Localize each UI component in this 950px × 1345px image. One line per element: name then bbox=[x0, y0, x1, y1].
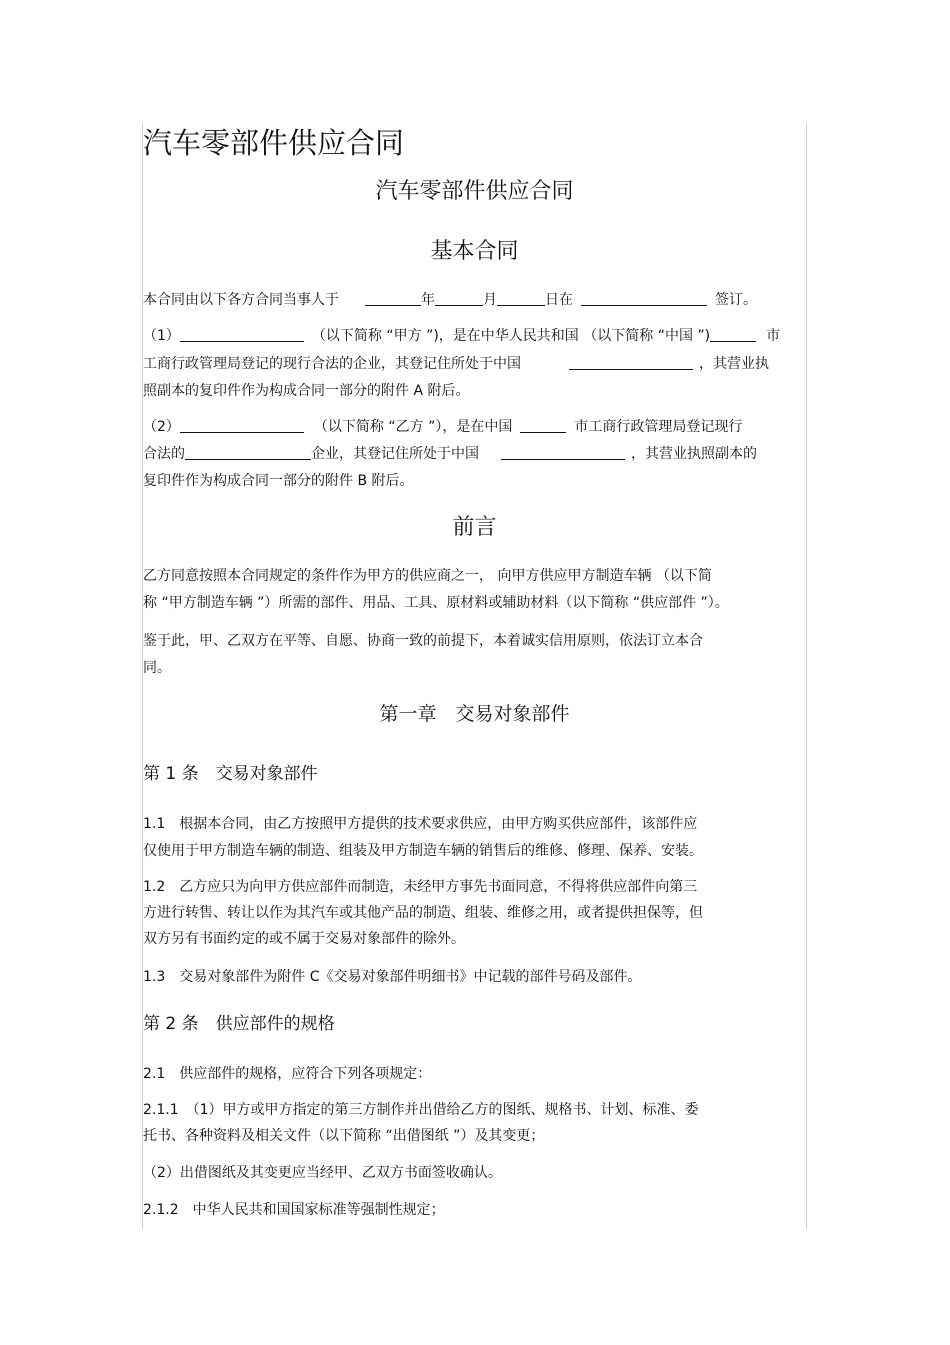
party2-number: （2） bbox=[143, 419, 180, 435]
party2-text: （以下简称 “乙方 ”），是在中国 bbox=[313, 419, 513, 435]
party1-city-suffix: 市 bbox=[766, 328, 781, 344]
intro-sign: 签订。 bbox=[715, 292, 757, 308]
party1-line3: 照副本的复印件作为构成合同一部分的附件 A 附后。 bbox=[143, 383, 470, 399]
party1-line1 bbox=[143, 323, 780, 350]
blank-day bbox=[497, 291, 545, 306]
intro-month: 月 bbox=[483, 292, 497, 308]
clause-1-2-line3: 双方另有书面约定的或不属于交易对象部件的除外。 bbox=[143, 931, 465, 947]
intro-text: 本合同由以下各方合同当事人于 bbox=[143, 292, 339, 308]
clause-2-1-1-line3: （2）出借图纸及其变更应当经甲、乙双方书面签收确认。 bbox=[143, 1165, 502, 1181]
blank-year bbox=[365, 291, 421, 306]
party1-number: （1） bbox=[143, 328, 180, 344]
intro-year: 年 bbox=[421, 292, 435, 308]
party1-line2 bbox=[143, 351, 769, 378]
party2-line1 bbox=[143, 414, 742, 441]
blank-party1-name bbox=[180, 327, 304, 342]
article-1-title: 第 1 条 交易对象部件 bbox=[143, 764, 318, 784]
contract-subtitle: 汽车零部件供应合同 bbox=[375, 179, 574, 204]
intro-day: 日在 bbox=[545, 292, 573, 308]
clause-2-1: 2.1 供应部件的规格，应符合下列各项规定： bbox=[143, 1066, 432, 1082]
blank-party2-type bbox=[185, 445, 311, 460]
party1-license: ，其营业执 bbox=[699, 356, 769, 372]
clause-1-1-line2: 仅使用于甲方制造车辆的制造、组装及甲方制造车辆的销售后的维修、修理、保养、安装。 bbox=[143, 843, 703, 859]
preface-p2-line1: 鉴于此，甲、乙双方在平等、自愿、协商一致的前提下，本着诚实信用原则，依法订立本合 bbox=[143, 633, 703, 649]
party2-lawful: 合法的 bbox=[143, 446, 185, 462]
preface-p2-line2: 同。 bbox=[143, 660, 171, 676]
blank-party1-city bbox=[710, 327, 756, 342]
party2-registration: 市工商行政管理局登记现行 bbox=[574, 419, 743, 435]
party2-line2 bbox=[143, 441, 757, 468]
intro-line bbox=[143, 287, 757, 314]
preface-p1-line2: 称 “甲方制造车辆 ”）所需的部件、用品、工具、原材料或辅助材料（以下简称 “供应部件 ”）。 bbox=[143, 595, 729, 611]
article-2-title: 第 2 条 供应部件的规格 bbox=[143, 1014, 335, 1034]
preface-p1-line1: 乙方同意按照本合同规定的条件作为甲方的供应商之一， 向甲方供应甲方制造车辆 （以下简 bbox=[143, 568, 712, 584]
party2-license: ，其营业执照副本的 bbox=[631, 446, 757, 462]
chapter-1-title: 第一章 交易对象部件 bbox=[379, 703, 570, 725]
clause-2-1-2: 2.1.2 中华人民共和国国家标准等强制性规定； bbox=[143, 1202, 445, 1218]
party2-line3: 复印件作为构成合同一部分的附件 B 附后。 bbox=[143, 473, 414, 489]
page-right-border bbox=[806, 124, 807, 1229]
clause-2-1-1-line2: 托书、各种资料及相关文件（以下简称 “出借图纸 ”）及其变更； bbox=[143, 1128, 545, 1144]
document-title: 汽车零部件供应合同 bbox=[143, 126, 405, 160]
section-heading-basic-contract: 基本合同 bbox=[430, 239, 519, 264]
section-heading-preface: 前言 bbox=[452, 515, 497, 540]
party1-text: （以下简称 “甲方 ”)，是在中华人民共和国 （以下简称 “中国 ”) bbox=[311, 328, 711, 344]
blank-month bbox=[435, 291, 483, 306]
clause-1-1-line1: 1.1 根据本合同，由乙方按照甲方提供的技术要求供应，由甲方购买供应部件，该部件应 bbox=[143, 816, 698, 832]
clause-2-1-1-line1: 2.1.1 （1）甲方或甲方指定的第三方制作并出借给乙方的图纸、规格书、计划、标准、委 bbox=[143, 1102, 699, 1118]
clause-1-2-line1: 1.2 乙方应只为向甲方供应部件而制造，未经甲方事先书面同意，不得将供应部件向第三 bbox=[143, 879, 698, 895]
blank-party2-address bbox=[501, 445, 625, 460]
blank-party1-address bbox=[569, 355, 693, 370]
party1-registration: 工商行政管理局登记的现行合法的企业，其登记住所处于中国 bbox=[143, 356, 521, 372]
blank-party2-name bbox=[180, 418, 304, 433]
blank-party2-city bbox=[520, 418, 566, 433]
clause-1-3: 1.3 交易对象部件为附件 C《交易对象部件明细书》中记载的部件号码及部件。 bbox=[143, 969, 642, 985]
blank-place bbox=[581, 291, 707, 306]
party2-address-text: 企业，其登记住所处于中国 bbox=[311, 446, 479, 462]
clause-1-2-line2: 方进行转售、转让以作为其汽车或其他产品的制造、组装、维修之用，或者提供担保等，但 bbox=[143, 905, 703, 921]
